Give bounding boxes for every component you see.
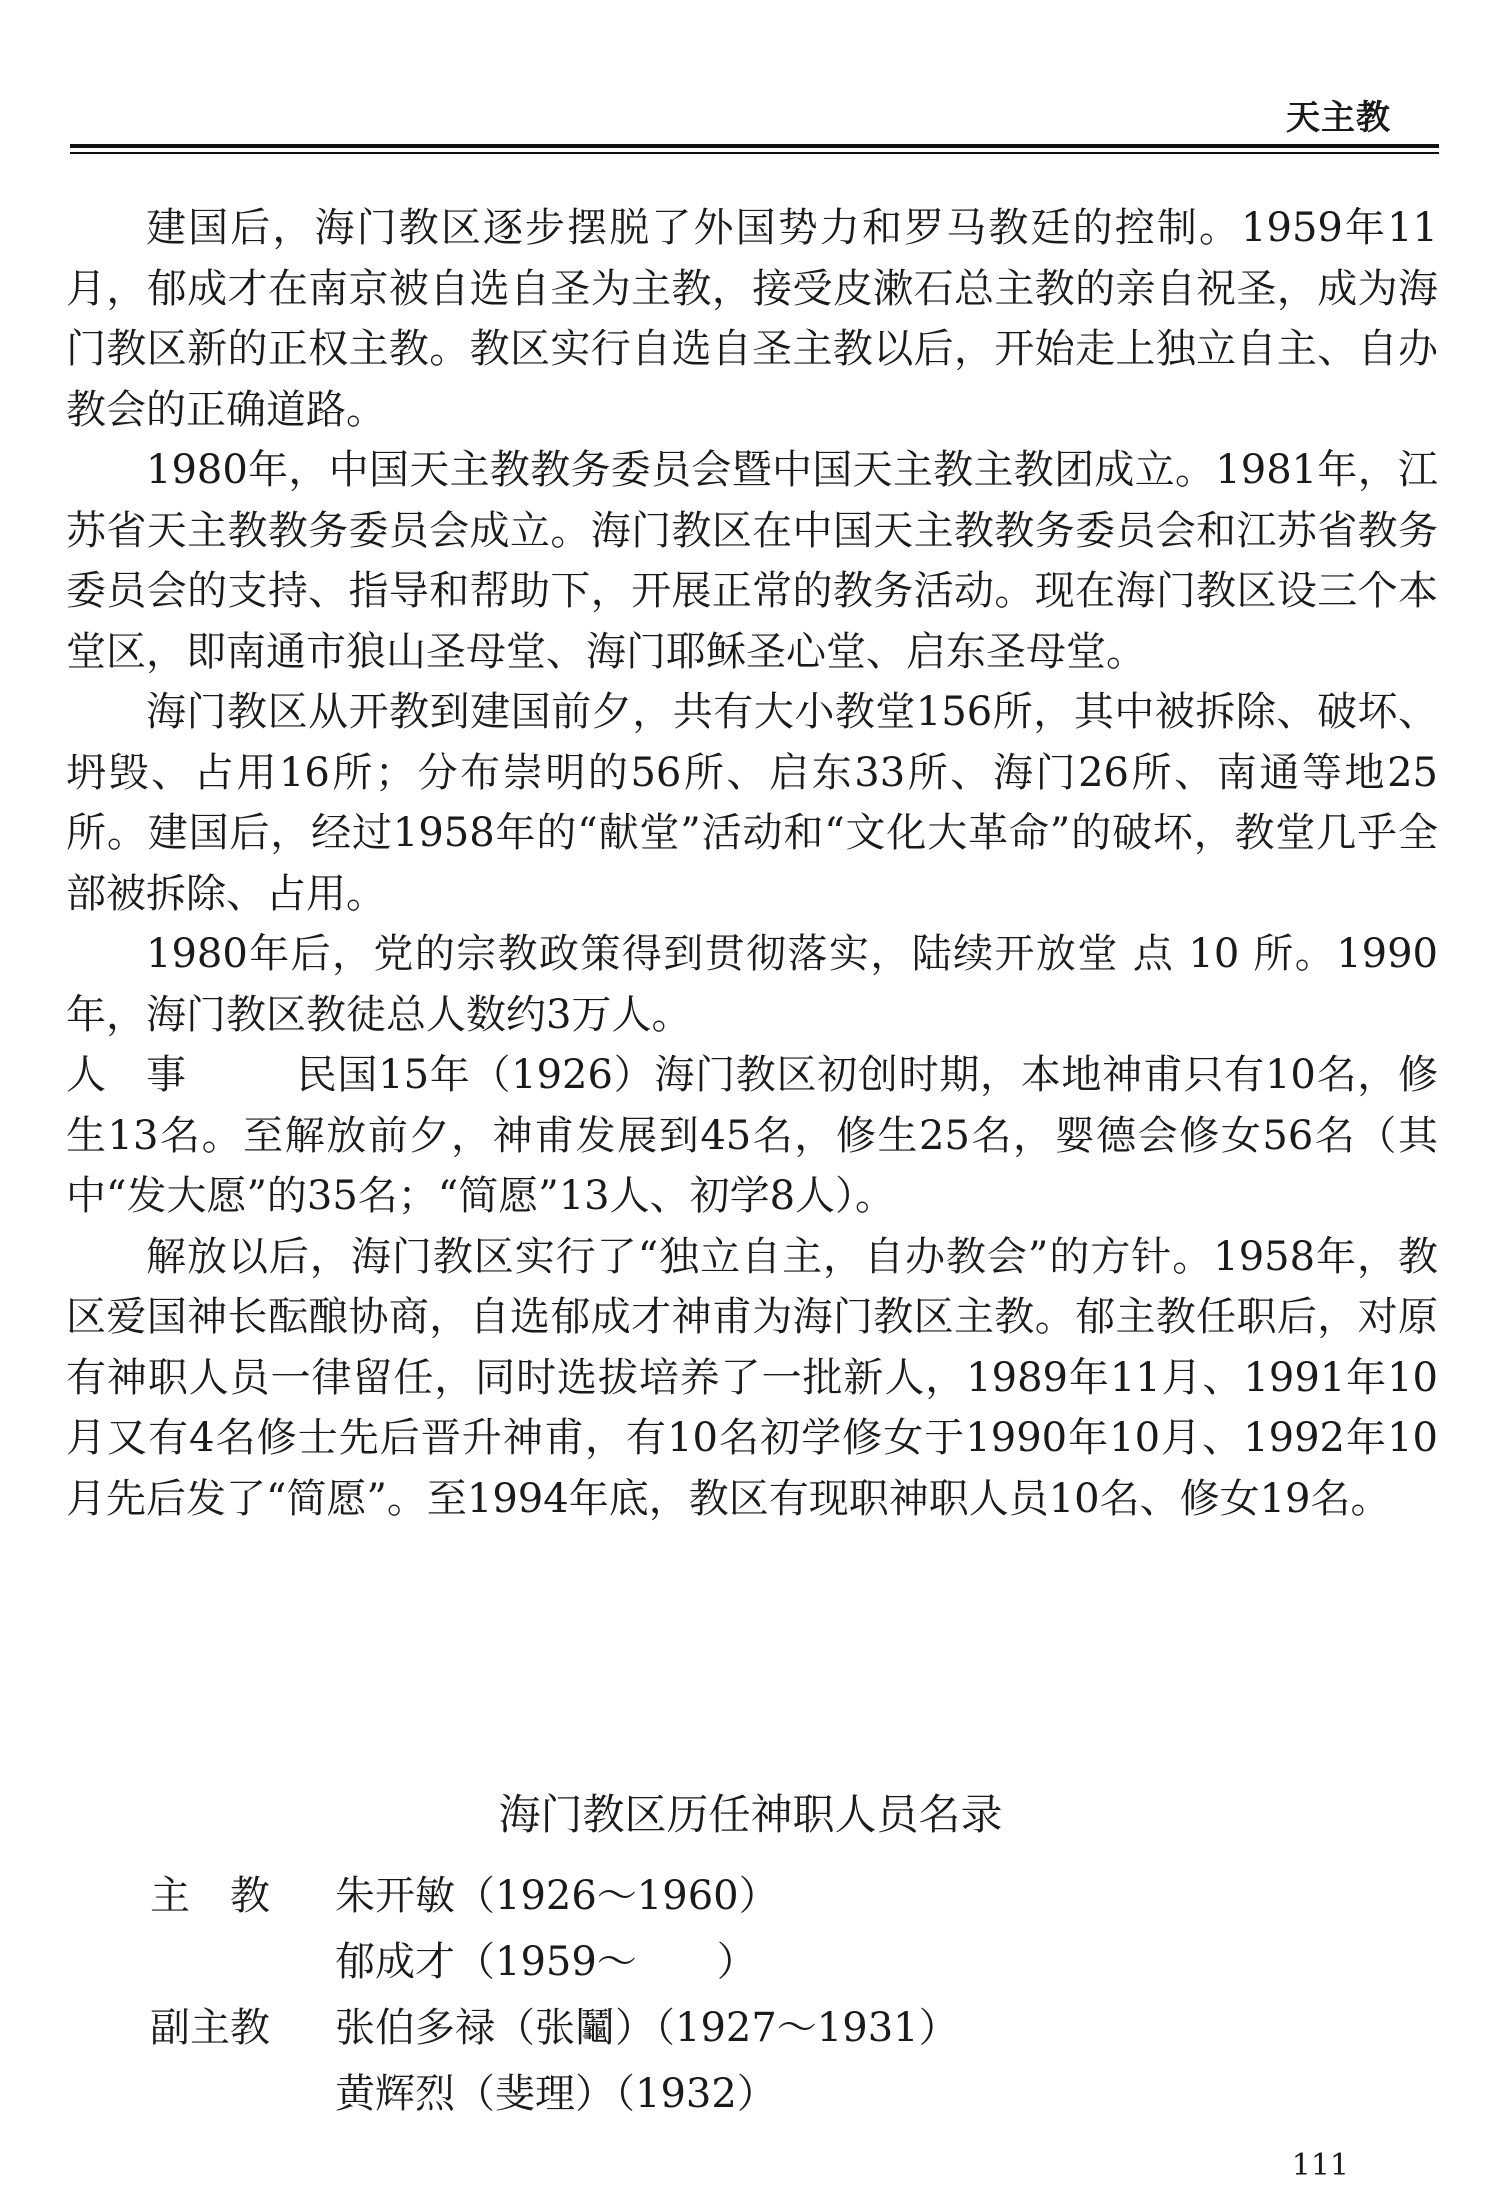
paragraph-3: 海门教区从开教到建国前夕，共有大小教堂156所，其中被拆除、破坏、坍毁、占用16所；分布崇明的56所、启东33所、海门26所、南通等地25所。建国后，经过1958年的“献堂”活动和“文化大革命”的破坏，教堂几乎全部被拆除、占用。 <box>66 689 1438 917</box>
paragraph-4: 1980年后，党的宗教政策得到贯彻落实，陆续开放堂 点 10 所。1990年，海门教区教徒总人数约3万人。 <box>66 931 1438 1038</box>
list-item-role <box>150 1929 335 1995</box>
list-item-name: 郁成才（1959～ ） <box>335 1939 757 1985</box>
list-item <box>150 1995 959 2061</box>
list-item-name: 黄辉烈（斐理）（1932） <box>335 2071 777 2117</box>
paragraph-2: 1980年，中国天主教教务委员会暨中国天主教主教团成立。1981年，江苏省天主教教务委员会成立。海门教区在中国天主教教务委员会和江苏省教务委员会的支持、指导和帮助下，开展正常的教务活动。现在海门教区设三个本堂区，即南通市狼山圣母堂、海门耶稣圣心堂、启东圣母堂。 <box>66 447 1438 675</box>
section-label-personnel: 人 事 <box>66 1052 186 1098</box>
paragraph-6: 解放以后，海门教区实行了“独立自主，自办教会”的方针。1958年，教区爱国神长酝酿协商，自选郁成才神甫为海门教区主教。郁主教任职后，对原有神职人员一律留任，同时选拔培养了一批新人，1989年11月、1991年10月又有4名修士先后晋升神甫，有10名初学修女于1990年10月、1992年10月先后发了“简愿”。至1994年底，教区有现职神职人员10名、修女19名。 <box>66 1233 1438 1522</box>
list-item <box>150 2061 959 2127</box>
list-item-role: 主 教 <box>150 1873 270 1919</box>
list-item <box>150 1863 959 1929</box>
body-text <box>66 198 1438 1529</box>
list-item-name: 张伯多禄（张鬮）（1927～1931） <box>335 2005 959 2051</box>
clergy-list-title: 海门教区历任神职人员名录 <box>498 1790 1003 1839</box>
page-number: 111 <box>1291 2148 1349 2183</box>
paragraph-5-text: 民国15年（1926）海门教区初创时期，本地神甫只有10名，修生13名。至解放前夕，神甫发展到45名，修生25名，婴德会修女56名（其中“发大愿”的35名；“简愿”13人、初学8人）。 <box>66 1052 1438 1219</box>
running-header: 天主教 <box>1286 98 1391 138</box>
list-item <box>150 1929 959 1995</box>
paragraph-5 <box>66 1045 1438 1227</box>
header-rule-thin <box>70 152 1439 154</box>
list-item-role: 副主教 <box>150 2005 270 2051</box>
list-item-role <box>150 2061 335 2127</box>
paragraph-1: 建国后，海门教区逐步摆脱了外国势力和罗马教廷的控制。1959年11月，郁成才在南京被自选自圣为主教，接受皮漱石总主教的亲自祝圣，成为海门教区新的正权主教。教区实行自选自圣主教以后，开始走上独立自主、自办教会的正确道路。 <box>66 205 1438 433</box>
clergy-list <box>150 1863 959 2127</box>
header-rule-thick <box>70 144 1439 148</box>
list-item-name: 朱开敏（1926～1960） <box>335 1873 779 1919</box>
